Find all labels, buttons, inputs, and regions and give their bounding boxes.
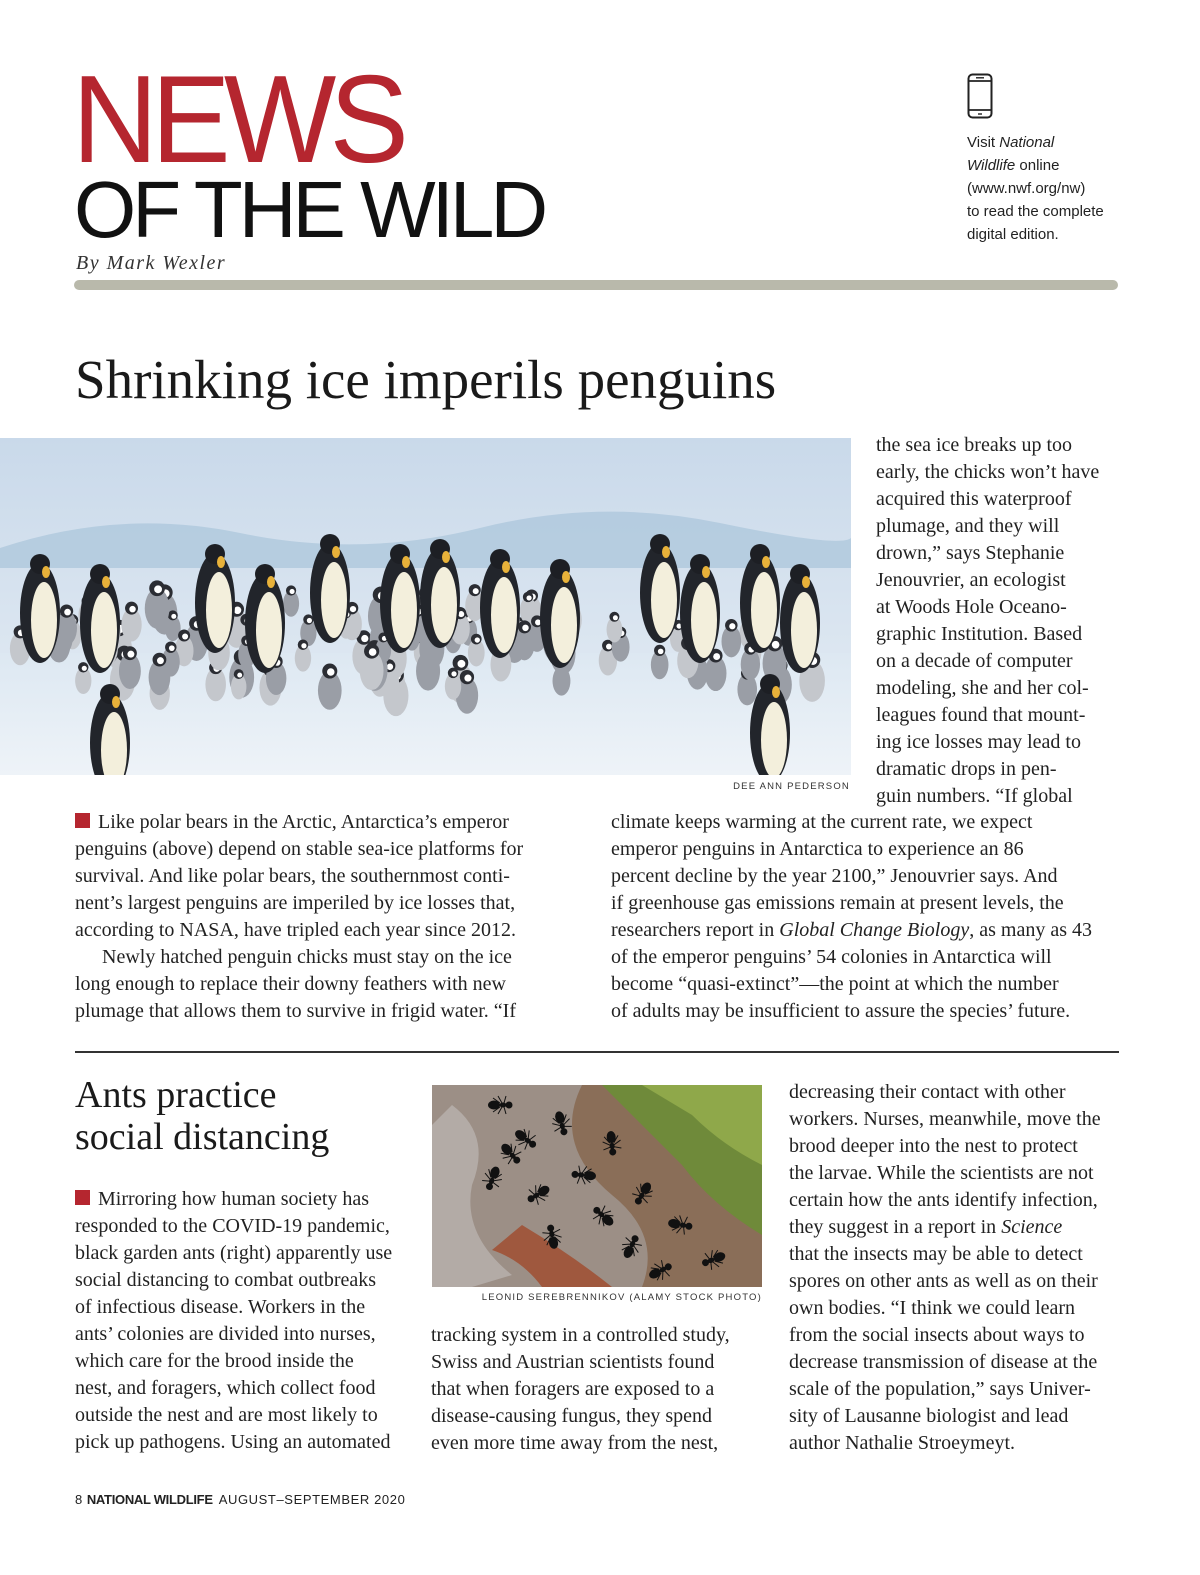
article-headline-penguins: Shrinking ice imperils penguins (75, 349, 777, 410)
article1-column-left (75, 809, 523, 1025)
text-line: graphic Institution. Based (876, 623, 1083, 645)
text-line: that when foragers are exposed to a (431, 1378, 715, 1400)
article-headline-ants (75, 1074, 329, 1158)
text-line: plumage, and they will (876, 515, 1060, 537)
text-line: certain how the ants identify infection, (789, 1189, 1098, 1211)
headline-line: social distancing (75, 1116, 330, 1158)
text-line: drown,” says Stephanie (876, 542, 1065, 564)
text-line: pick up pathogens. Using an automated (75, 1431, 391, 1453)
text-fragment: they suggest in a report in (789, 1216, 1002, 1238)
text-line: sity of Lausanne biologist and lead (789, 1405, 1069, 1427)
journal-title: Science (1001, 1216, 1063, 1238)
visit-url[interactable]: (www.nwf.org/nw) (967, 180, 1086, 197)
header-rule (74, 280, 1118, 290)
section-marker-square (75, 1190, 90, 1205)
photo-credit: DEE ANN PEDERSON (733, 781, 850, 792)
text-line: nest, and foragers, which collect food (75, 1377, 376, 1399)
text-line: acquired this waterproof (876, 488, 1072, 510)
text-line: plumage that allows them to survive in frigid water. “If (75, 1000, 516, 1022)
text-line: ing ice losses may lead to (876, 731, 1081, 753)
headline-line: Ants practice (75, 1074, 277, 1116)
text-line: emperor penguins in Antarctica to experience an 86 (611, 838, 1024, 860)
text-line: of the emperor penguins’ 54 colonies in Antarctica will (611, 946, 1052, 968)
text-line: black garden ants (right) apparently use (75, 1242, 393, 1264)
text-line: Newly hatched penguin chicks must stay on the ice (102, 946, 512, 968)
publication-name: NATIONAL WILDLIFE (86, 1492, 213, 1507)
section-marker-square (75, 813, 90, 828)
visit-line: Wildlife online (967, 157, 1060, 174)
text-line: Swiss and Austrian scientists found (431, 1351, 715, 1373)
phone-icon (967, 73, 993, 119)
text-line: ants’ colonies are divided into nurses, (75, 1323, 376, 1345)
text-line: survival. And like polar bears, the southernmost conti- (75, 865, 510, 887)
ant-photo (432, 1085, 762, 1287)
text-line: disease-causing fungus, they spend (431, 1405, 713, 1427)
text-line (75, 1186, 392, 1213)
text-line: early, the chicks won’t have (876, 461, 1100, 483)
section-divider (75, 1051, 1119, 1053)
text-line: decreasing their contact with other (789, 1081, 1066, 1103)
text-line: dramatic drops in pen- (876, 758, 1057, 780)
text-line: which care for the brood inside the (75, 1350, 354, 1372)
text-line-content: Mirroring how human society has (98, 1188, 370, 1210)
text-line: the larvae. While the scientists are not (789, 1162, 1094, 1184)
visit-pub-name: National (999, 134, 1055, 151)
journal-title: Global Change Biology (779, 919, 970, 941)
text-line (789, 1214, 1101, 1241)
article1-column-middle (611, 809, 1092, 1025)
issue-date: AUGUST–SEPTEMBER 2020 (218, 1492, 406, 1507)
text-line: responded to the COVID-19 pandemic, (75, 1215, 390, 1237)
text-line: workers. Nurses, meanwhile, move the (789, 1108, 1101, 1130)
text-line: become “quasi-extinct”—the point at which the number (611, 973, 1059, 995)
text-line: scale of the population,” says Univer- (789, 1378, 1091, 1400)
text-line: percent decline by the year 2100,” Jenouvrier says. And (611, 865, 1058, 887)
text-line: outside the nest and are most likely to (75, 1404, 378, 1426)
article2-column-right (789, 1079, 1101, 1457)
masthead-of-the-wild: OF THE WILD (74, 165, 545, 254)
digital-edition-note (967, 131, 1142, 246)
text-line: climate keeps warming at the current rate, we expect (611, 811, 1033, 833)
text-line: modeling, she and her col- (876, 677, 1089, 699)
text-line: the sea ice breaks up too (876, 434, 1073, 456)
text-line: tracking system in a controlled study, (431, 1324, 730, 1346)
text-fragment: researchers report in (611, 919, 780, 941)
text-line: even more time away from the nest, (431, 1432, 719, 1454)
text-line: decrease transmission of disease at the (789, 1351, 1098, 1373)
text-line: guin numbers. “If global (876, 785, 1073, 807)
text-line: own bodies. “I think we could learn (789, 1297, 1076, 1319)
text-line: spores on other ants as well as on their (789, 1270, 1098, 1292)
visit-line: Visit National (967, 134, 1055, 151)
text-line-content: Like polar bears in the Arctic, Antarctica’s emperor (98, 811, 509, 833)
article1-column-right (876, 432, 1099, 810)
text-line: brood deeper into the nest to protect (789, 1135, 1078, 1157)
page-number: 8 (75, 1492, 83, 1507)
text-line: leagues found that mount- (876, 704, 1086, 726)
article2-column-middle (431, 1322, 730, 1457)
text-line: penguins (above) depend on stable sea-ice platforms for (75, 838, 524, 860)
page-footer (75, 1492, 405, 1507)
text-line: of infectious disease. Workers in the (75, 1296, 366, 1318)
text-line: Jenouvrier, an ecologist (876, 569, 1066, 591)
text-line: if greenhouse gas emissions remain at present levels, the (611, 892, 1064, 914)
byline: By Mark Wexler (76, 252, 227, 274)
text-line: according to NASA, have tripled each year since 2012. (75, 919, 516, 941)
article2-column-left (75, 1186, 392, 1456)
text-line: on a decade of computer (876, 650, 1073, 672)
visit-line: to read the complete (967, 203, 1104, 220)
text-line: that the insects may be able to detect (789, 1243, 1083, 1265)
penguin-photo (0, 438, 851, 775)
text-line (611, 917, 1092, 944)
text-fragment: , as many as 43 (969, 919, 1092, 941)
masthead-news: NEWS (72, 51, 403, 189)
visit-pub-name: Wildlife (967, 157, 1016, 174)
text-line (75, 809, 523, 836)
text-line: nent’s largest penguins are imperiled by ice losses that, (75, 892, 516, 914)
text-line: at Woods Hole Oceano- (876, 596, 1067, 618)
text-line: from the social insects about ways to (789, 1324, 1085, 1346)
photo-credit: LEONID SEREBRENNIKOV (ALAMY STOCK PHOTO) (481, 1292, 762, 1303)
text-line: of adults may be insufficient to assure the species’ future. (611, 1000, 1071, 1022)
text-line: social distancing to combat outbreaks (75, 1269, 377, 1291)
text-line: author Nathalie Stroeymeyt. (789, 1432, 1016, 1454)
text-line: long enough to replace their downy feathers with new (75, 973, 506, 995)
visit-line: digital edition. (967, 226, 1059, 243)
